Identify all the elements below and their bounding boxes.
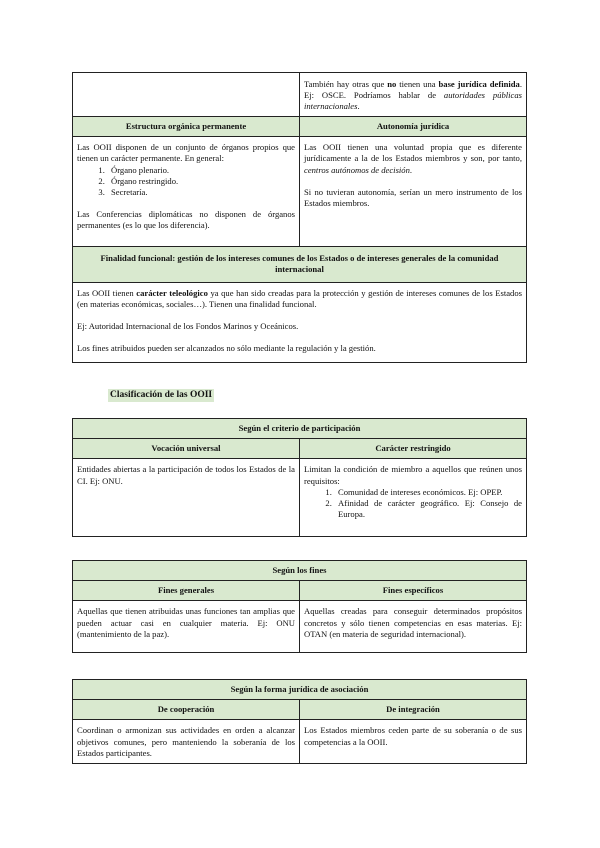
list-item: 1. Órgano plenario. [107, 165, 295, 176]
restricted-cell [300, 459, 527, 537]
list-item: 1. Comunidad de intereses económicos. Ej: OPEP. [334, 487, 522, 498]
list-item: 3. Secretaría. [107, 187, 295, 198]
purpose-paragraph-2: Ej: Autoridad Internacional de los Fondos Marinos y Oceánicos. [77, 321, 299, 332]
header-cooperation: De cooperación [73, 700, 300, 720]
header-integration: De integración [300, 700, 527, 720]
legal-form-title: Según la forma jurídica de asociación [73, 680, 527, 700]
autonomy-paragraph-1: Las OOII tienen una voluntad propia que es diferente jurídicamente a la de los Estados miembros y son, por tanto, centros autónomos de decisión. [304, 142, 522, 175]
header-specific-purposes: Fines específicos [300, 581, 527, 601]
header-functional-purpose: Finalidad funcional: gestión de los intereses comunes de los Estados o de intereses generales de la comunidad internacional [73, 247, 527, 282]
characteristics-table [72, 72, 527, 363]
integration-cell: Los Estados miembros ceden parte de su soberanía o de sus competencias a la OOII. [300, 720, 527, 764]
organ-list [77, 165, 295, 199]
permanent-structure-cell [73, 137, 300, 247]
header-legal-autonomy: Autonomía jurídica [300, 117, 527, 137]
autonomy-paragraph-2: Si no tuvieran autonomía, serían un mero instrumento de los Estados miembros. [304, 186, 522, 209]
requirements-list [304, 487, 522, 521]
purposes-table [72, 560, 527, 653]
general-purposes-cell: Aquellas que tienen atribuidas unas funciones tan amplias que pueden actuar casi en cualquier materia. Ej: ONU (mantenimiento de la paz). [73, 601, 300, 653]
specific-purposes-cell: Aquellas creadas para conseguir determinados propósitos concretos y sólo tienen competencias en esas materias. Ej: OTAN (en materia de seguridad internacional). [300, 601, 527, 653]
purposes-title: Según los fines [73, 561, 527, 581]
functional-purpose-cell [73, 282, 527, 362]
header-general-purposes: Fines generales [73, 581, 300, 601]
list-item: 2. Afinidad de carácter geográfico. Ej: Consejo de Europa. [334, 498, 522, 520]
legal-form-table [72, 679, 527, 764]
restricted-intro: Limitan la condición de miembro a aquellos que reúnen unos requisitos: [304, 464, 522, 486]
permanent-structure-intro: Las OOII disponen de un conjunto de órganos propios que tienen un carácter permanente. En general: [77, 142, 295, 164]
legal-basis-note-cell: También hay otras que no tienen una base jurídica definida. Ej: OSCE. Podríamos hablar de autoridades públicas internacionales. [300, 73, 527, 117]
section-title: Clasificación de las OOII [108, 389, 214, 402]
header-universal: Vocación universal [73, 439, 300, 459]
empty-cell [73, 73, 300, 117]
conferences-note: Las Conferencias diplomáticas no disponen de órganos permanentes (es lo que los diferencia). [77, 209, 295, 231]
header-restricted: Carácter restringido [300, 439, 527, 459]
list-item: 2. Órgano restringido. [107, 176, 295, 187]
participation-title: Según el criterio de participación [73, 419, 527, 439]
purpose-paragraph-3: Los fines atribuidos pueden ser alcanzados no sólo mediante la regulación y la gestión. [77, 343, 376, 354]
universal-cell: Entidades abiertas a la participación de todos los Estados de la CI. Ej: ONU. [73, 459, 300, 537]
legal-autonomy-cell [300, 137, 527, 247]
cooperation-cell: Coordinan o armonizan sus actividades en orden a alcanzar objetivos comunes, pero manteniendo la soberanía de los Estados participantes. [73, 720, 300, 764]
header-permanent-structure: Estructura orgánica permanente [73, 117, 300, 137]
purpose-paragraph-1: Las OOII tienen carácter teleológico ya que han sido creadas para la protección y gestión de intereses comunes de los Estados (en materias económicas, sociales…). Tienen una finalidad funcional. [77, 287, 522, 309]
participation-table [72, 418, 527, 537]
